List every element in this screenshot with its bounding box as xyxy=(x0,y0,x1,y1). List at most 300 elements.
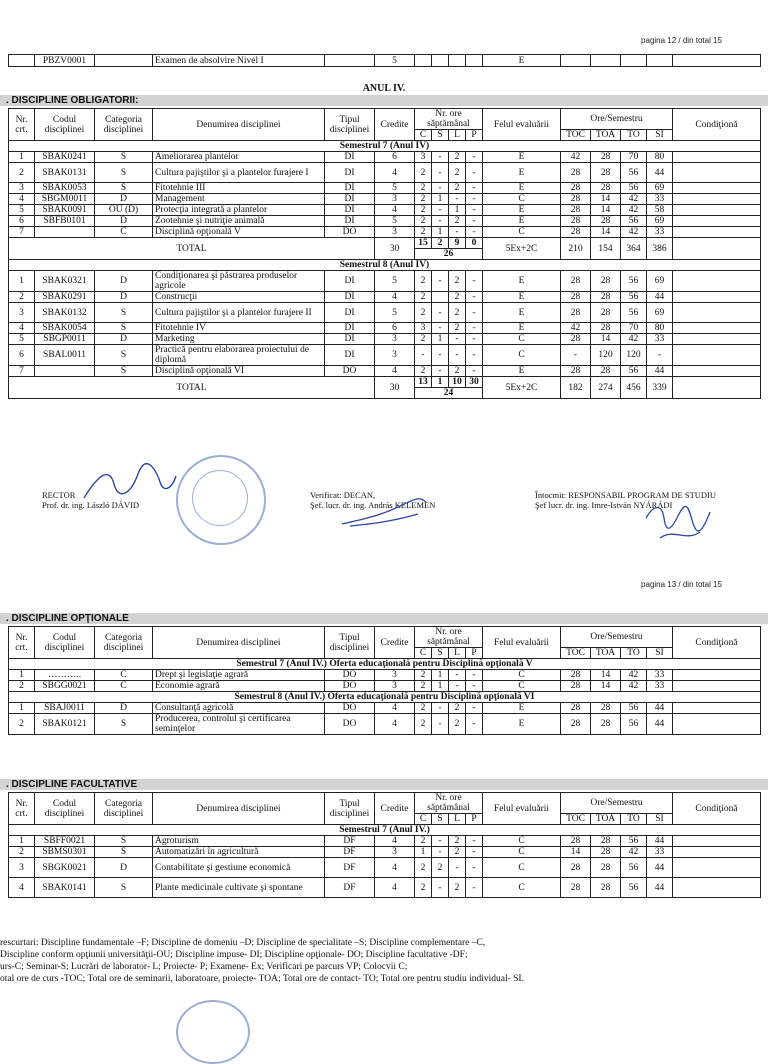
row-to: 56 xyxy=(621,271,647,292)
row-to: 42 xyxy=(621,227,647,238)
hdr-l: L xyxy=(449,648,466,659)
row-toc: 28 xyxy=(561,271,591,292)
row-type: DI xyxy=(325,334,375,345)
row-toa: 28 xyxy=(591,847,621,858)
row-l: - xyxy=(449,681,466,692)
hdr-toa: TOA xyxy=(591,648,621,659)
row-category: S xyxy=(95,366,153,377)
row-si: - xyxy=(647,345,673,366)
total-to: 364 xyxy=(621,238,647,260)
row-conditions xyxy=(673,345,761,366)
row-toa: 28 xyxy=(591,292,621,303)
final-exam-row xyxy=(8,54,761,67)
row-toc: 14 xyxy=(561,847,591,858)
row-eval: E xyxy=(483,152,561,163)
row-eval: E xyxy=(483,163,561,183)
row-c: 2 xyxy=(415,194,432,205)
intocmit-name: Şef lucr. dr. ing. Imre-István NYÁRÁDI xyxy=(535,500,673,510)
row-l: 2 xyxy=(449,216,466,227)
hdr-c: C xyxy=(415,130,432,141)
row-category: S xyxy=(95,152,153,163)
hdr-credits: Credite xyxy=(375,627,415,659)
optional-sem7-header xyxy=(9,659,761,670)
total-row xyxy=(9,238,761,249)
table-row xyxy=(9,345,761,366)
row-p: - xyxy=(466,205,483,216)
row-p: - xyxy=(466,714,483,735)
row-si: 44 xyxy=(647,878,673,898)
total-label: TOTAL xyxy=(9,377,375,399)
dean-signature xyxy=(340,494,430,530)
row-credits: 5 xyxy=(375,303,415,323)
total-c: 13 xyxy=(415,377,432,388)
row-p: - xyxy=(466,878,483,898)
row-toc: 28 xyxy=(561,227,591,238)
row-category: D xyxy=(95,703,153,714)
hdr-nr: Nr. crt. xyxy=(9,627,35,659)
row-toc: 28 xyxy=(561,303,591,323)
hdr-nr: Nr. crt. xyxy=(9,109,35,141)
row-eval: C xyxy=(483,227,561,238)
hdr-p: P xyxy=(466,814,483,825)
row-name: Cultura pajiştilor şi a plantelor furajere II xyxy=(153,303,325,323)
row-nr: 5 xyxy=(9,205,35,216)
row-type: DO xyxy=(325,714,375,735)
row-code: SBAJ0011 xyxy=(35,703,95,714)
row-p: - xyxy=(466,163,483,183)
table-row xyxy=(9,836,761,847)
table-row xyxy=(9,152,761,163)
table-row xyxy=(9,714,761,735)
row-eval: E xyxy=(483,703,561,714)
row-credits: 4 xyxy=(375,878,415,898)
row-to: 42 xyxy=(621,205,647,216)
hdr-s: S xyxy=(432,130,449,141)
optional-sem8-header-title: Semestrul 8 (Anul IV.) Oferta educaţională pentru Disciplină opţională VI xyxy=(9,692,761,703)
row-conditions xyxy=(673,366,761,377)
row-l: - xyxy=(449,194,466,205)
section-facultative: . DISCIPLINE FACULTATIVE xyxy=(0,779,768,790)
intocmit-title: Întocmit: RESPONSABIL PROGRAM DE STUDIU xyxy=(535,490,717,500)
row-category: D xyxy=(95,216,153,227)
total-weekly-sum: 24 xyxy=(415,388,483,399)
hdr-l: L xyxy=(449,814,466,825)
row-credits: 3 xyxy=(375,847,415,858)
row-si: 80 xyxy=(647,323,673,334)
row-c: 2 xyxy=(415,681,432,692)
row-toa: 14 xyxy=(591,194,621,205)
row-p: - xyxy=(466,152,483,163)
row-eval: C xyxy=(483,334,561,345)
row-toa: 28 xyxy=(591,216,621,227)
row-name: Management xyxy=(153,194,325,205)
row-conditions xyxy=(673,847,761,858)
row-eval: E xyxy=(483,366,561,377)
row-l: 2 xyxy=(449,292,466,303)
row-l: 2 xyxy=(449,366,466,377)
row-toa: 14 xyxy=(591,670,621,681)
row-to: 56 xyxy=(621,858,647,878)
row-category: S xyxy=(95,183,153,194)
hdr-si: SI xyxy=(647,648,673,659)
hdr-type: Tipul disciplinei xyxy=(325,627,375,659)
hdr-s: S xyxy=(432,814,449,825)
row-s: - xyxy=(432,703,449,714)
row-conditions xyxy=(673,323,761,334)
row-category: C xyxy=(95,227,153,238)
hdr-to: TO xyxy=(621,814,647,825)
table-row xyxy=(9,681,761,692)
exam-name: Examen de absolvire Nivel I xyxy=(153,55,325,67)
legend-line-1: rescurtari: Discipline fundamentale –F; Discipline de domeniu –D; Discipline de specialitate –S; Discipline complementare –C, xyxy=(0,938,486,948)
row-name: Protecţia integrată a plantelor xyxy=(153,205,325,216)
total-conditions xyxy=(673,238,761,260)
row-c: 2 xyxy=(415,205,432,216)
row-credits: 6 xyxy=(375,323,415,334)
row-c: - xyxy=(415,345,432,366)
row-category: D xyxy=(95,334,153,345)
row-to: 56 xyxy=(621,292,647,303)
row-nr: 3 xyxy=(9,303,35,323)
table-row xyxy=(9,303,761,323)
row-category: C xyxy=(95,670,153,681)
row-toc: 42 xyxy=(561,323,591,334)
row-toc: 28 xyxy=(561,216,591,227)
row-code: SBGP0011 xyxy=(35,334,95,345)
exam-credits: 5 xyxy=(375,55,415,67)
row-type: DF xyxy=(325,836,375,847)
row-l: 1 xyxy=(449,205,466,216)
row-l: - xyxy=(449,334,466,345)
table-row xyxy=(9,205,761,216)
row-eval: E xyxy=(483,303,561,323)
row-to: 70 xyxy=(621,152,647,163)
table-row xyxy=(9,227,761,238)
total-p: 30 xyxy=(466,377,483,388)
row-code: SBAK0321 xyxy=(35,271,95,292)
row-s: - xyxy=(432,836,449,847)
row-l: - xyxy=(449,227,466,238)
row-si: 44 xyxy=(647,714,673,735)
row-toa: 28 xyxy=(591,858,621,878)
row-s: 1 xyxy=(432,670,449,681)
row-credits: 3 xyxy=(375,681,415,692)
hdr-type: Tipul disciplinei xyxy=(325,109,375,141)
row-code: SBAK0131 xyxy=(35,163,95,183)
hdr-si: SI xyxy=(647,814,673,825)
row-l: 2 xyxy=(449,847,466,858)
row-category: D xyxy=(95,292,153,303)
row-to: 56 xyxy=(621,303,647,323)
row-c: 2 xyxy=(415,878,432,898)
row-l: 2 xyxy=(449,323,466,334)
row-s: - xyxy=(432,847,449,858)
rector-title: RECTOR xyxy=(42,490,76,500)
semester-8-header-title: Semestrul 8 (Anul IV) xyxy=(9,260,761,271)
hdr-p: P xyxy=(466,130,483,141)
row-s: - xyxy=(432,878,449,898)
row-code: SBAL0011 xyxy=(35,345,95,366)
row-code: SBAK0132 xyxy=(35,303,95,323)
row-eval: C xyxy=(483,670,561,681)
row-nr: 3 xyxy=(9,858,35,878)
bottom-stamp xyxy=(176,1000,250,1064)
row-nr: 2 xyxy=(9,292,35,303)
verif-title: Verificat: DECAN, xyxy=(310,490,376,500)
row-p: - xyxy=(466,323,483,334)
row-eval: E xyxy=(483,216,561,227)
total-si: 339 xyxy=(647,377,673,399)
hdr-conditions: Condiţionă xyxy=(673,627,761,659)
row-code: SBAK0291 xyxy=(35,292,95,303)
row-c: 2 xyxy=(415,836,432,847)
row-l: 2 xyxy=(449,271,466,292)
row-credits: 4 xyxy=(375,205,415,216)
row-to: 56 xyxy=(621,183,647,194)
row-eval: C xyxy=(483,878,561,898)
table-row xyxy=(9,670,761,681)
row-conditions xyxy=(673,292,761,303)
row-si: 33 xyxy=(647,847,673,858)
total-to: 456 xyxy=(621,377,647,399)
total-credits: 30 xyxy=(375,377,415,399)
row-si: 33 xyxy=(647,681,673,692)
row-si: 69 xyxy=(647,183,673,194)
row-s: 2 xyxy=(432,858,449,878)
row-toa: 28 xyxy=(591,163,621,183)
obligatory-table xyxy=(8,108,761,399)
hdr-code: Codul disciplinei xyxy=(35,109,95,141)
row-code: SBAK0141 xyxy=(35,878,95,898)
row-toc: 28 xyxy=(561,334,591,345)
row-si: 69 xyxy=(647,271,673,292)
row-p: - xyxy=(466,183,483,194)
hdr-category: Categoria disciplinei xyxy=(95,627,153,659)
table-row xyxy=(9,163,761,183)
row-to: 56 xyxy=(621,163,647,183)
row-nr: 1 xyxy=(9,703,35,714)
row-toa: 28 xyxy=(591,323,621,334)
row-toc: 28 xyxy=(561,878,591,898)
program-responsible-signature xyxy=(640,498,720,546)
row-nr: 2 xyxy=(9,681,35,692)
row-eval: C xyxy=(483,681,561,692)
hdr-name: Denumirea disciplinei xyxy=(153,793,325,825)
row-to: 56 xyxy=(621,216,647,227)
row-l: - xyxy=(449,345,466,366)
row-credits: 3 xyxy=(375,334,415,345)
row-code: SBAK0091 xyxy=(35,205,95,216)
row-type: DO xyxy=(325,366,375,377)
row-name: Producerea, controlul şi certificarea seminţelor xyxy=(153,714,325,735)
row-toc: 28 xyxy=(561,194,591,205)
hdr-credits: Credite xyxy=(375,109,415,141)
total-conditions xyxy=(673,377,761,399)
row-toc: 28 xyxy=(561,670,591,681)
semester-8-header xyxy=(9,260,761,271)
row-name: Fitotehnie III xyxy=(153,183,325,194)
row-name: Consultanţă agricolă xyxy=(153,703,325,714)
row-toc: 28 xyxy=(561,836,591,847)
row-type: DI xyxy=(325,303,375,323)
row-s: - xyxy=(432,345,449,366)
exam-code: PBZV0001 xyxy=(35,55,95,67)
row-name: Drept şi legislaţie agrară xyxy=(153,670,325,681)
row-c: 2 xyxy=(415,163,432,183)
legend-line-4: otal ore de curs -TOC; Total ore de seminarii, laboratoare, proiecte- TOA; Total ore de contact- TO; Total ore pentru studiu individual- SI. xyxy=(0,974,524,984)
row-toa: 28 xyxy=(591,183,621,194)
verif-name: Şef. lucr. dr. ing. András KELEMEN xyxy=(310,500,436,510)
total-toc: 210 xyxy=(561,238,591,260)
row-toc: 28 xyxy=(561,714,591,735)
row-si: 33 xyxy=(647,670,673,681)
rector-name: Prof. dr. ing. László DÁVID xyxy=(42,500,140,510)
row-credits: 5 xyxy=(375,183,415,194)
semester-7-header-title: Semestrul 7 (Anul IV) xyxy=(9,141,761,152)
row-c: 1 xyxy=(415,847,432,858)
hdr-l: L xyxy=(449,130,466,141)
hdr-name: Denumirea disciplinei xyxy=(153,109,325,141)
hdr-type: Tipul disciplinei xyxy=(325,793,375,825)
total-credits: 30 xyxy=(375,238,415,260)
row-c: 2 xyxy=(415,858,432,878)
hdr-weekly-hours: Nr. ore săptămânal xyxy=(415,793,483,814)
row-category: S xyxy=(95,163,153,183)
row-type: DF xyxy=(325,847,375,858)
row-s: - xyxy=(432,183,449,194)
facultative-sem7-header xyxy=(9,825,761,836)
optional-sem8-header xyxy=(9,692,761,703)
row-s: - xyxy=(432,714,449,735)
row-l: 2 xyxy=(449,878,466,898)
row-name: Practică pentru elaborarea proiectului de diplomă xyxy=(153,345,325,366)
row-s: - xyxy=(432,163,449,183)
row-p: - xyxy=(466,703,483,714)
row-name: Economie agrară xyxy=(153,681,325,692)
row-name: Automatizări în agricultură xyxy=(153,847,325,858)
row-toa: 28 xyxy=(591,878,621,898)
row-code: SBFF0021 xyxy=(35,836,95,847)
row-type: DI xyxy=(325,292,375,303)
total-toc: 182 xyxy=(561,377,591,399)
row-eval: C xyxy=(483,194,561,205)
row-category: S xyxy=(95,323,153,334)
row-toc: 42 xyxy=(561,152,591,163)
row-nr: 6 xyxy=(9,345,35,366)
row-category: OU (D) xyxy=(95,205,153,216)
row-category: S xyxy=(95,714,153,735)
row-code: SBMS0301 xyxy=(35,847,95,858)
row-credits: 4 xyxy=(375,858,415,878)
row-s: - xyxy=(432,323,449,334)
row-nr: 7 xyxy=(9,227,35,238)
row-s: - xyxy=(432,152,449,163)
row-type: DI xyxy=(325,205,375,216)
row-l: - xyxy=(449,858,466,878)
row-credits: 4 xyxy=(375,163,415,183)
row-eval: E xyxy=(483,205,561,216)
row-p: - xyxy=(466,194,483,205)
row-s: - xyxy=(432,271,449,292)
row-type: DO xyxy=(325,703,375,714)
row-p: - xyxy=(466,271,483,292)
page-number-12: pagina 12 / din total 15 xyxy=(641,36,722,45)
row-type: DI xyxy=(325,345,375,366)
hdr-toc: TOC xyxy=(561,648,591,659)
row-c: 2 xyxy=(415,271,432,292)
row-to: 42 xyxy=(621,681,647,692)
row-type: DI xyxy=(325,323,375,334)
row-code xyxy=(35,366,95,377)
row-c: 2 xyxy=(415,216,432,227)
row-nr: 1 xyxy=(9,836,35,847)
hdr-eval: Felul evaluării xyxy=(483,627,561,659)
hdr-nr: Nr. crt. xyxy=(9,793,35,825)
row-type: DI xyxy=(325,163,375,183)
table-row xyxy=(9,194,761,205)
row-credits: 4 xyxy=(375,292,415,303)
hdr-semester-hours: Ore/Semestru xyxy=(561,793,673,814)
row-p: - xyxy=(466,858,483,878)
hdr-conditions: Condiţionă xyxy=(673,793,761,825)
row-si: 44 xyxy=(647,836,673,847)
hdr-eval: Felul evaluării xyxy=(483,109,561,141)
row-to: 42 xyxy=(621,670,647,681)
row-category: S xyxy=(95,847,153,858)
row-conditions xyxy=(673,216,761,227)
row-conditions xyxy=(673,681,761,692)
table-row xyxy=(9,183,761,194)
row-c: 2 xyxy=(415,703,432,714)
row-name: Plante medicinale cultivate şi spontane xyxy=(153,878,325,898)
row-conditions xyxy=(673,183,761,194)
row-toa: 28 xyxy=(591,366,621,377)
total-s: 2 xyxy=(432,238,449,249)
hdr-c: C xyxy=(415,814,432,825)
row-credits: 3 xyxy=(375,670,415,681)
row-c: 3 xyxy=(415,323,432,334)
row-credits: 3 xyxy=(375,227,415,238)
row-conditions xyxy=(673,303,761,323)
row-s: 1 xyxy=(432,227,449,238)
row-eval: E xyxy=(483,714,561,735)
row-si: 80 xyxy=(647,152,673,163)
row-p: - xyxy=(466,292,483,303)
row-toa: 14 xyxy=(591,334,621,345)
row-to: 70 xyxy=(621,323,647,334)
table-row xyxy=(9,292,761,303)
total-si: 386 xyxy=(647,238,673,260)
row-c: 2 xyxy=(415,366,432,377)
hdr-c: C xyxy=(415,648,432,659)
row-c: 2 xyxy=(415,292,432,303)
total-row xyxy=(9,377,761,388)
row-name: Agroturism xyxy=(153,836,325,847)
row-name: Disciplină opţională V xyxy=(153,227,325,238)
row-credits: 4 xyxy=(375,366,415,377)
row-s: - xyxy=(432,205,449,216)
total-s: 1 xyxy=(432,377,449,388)
row-type: DI xyxy=(325,183,375,194)
row-type: DF xyxy=(325,858,375,878)
row-toa: 14 xyxy=(591,227,621,238)
rector-signature xyxy=(80,462,180,504)
row-credits: 4 xyxy=(375,703,415,714)
table-row xyxy=(9,271,761,292)
total-l: 10 xyxy=(449,377,466,388)
hdr-semester-hours: Ore/Semestru xyxy=(561,109,673,130)
row-code: SBGM0011 xyxy=(35,194,95,205)
